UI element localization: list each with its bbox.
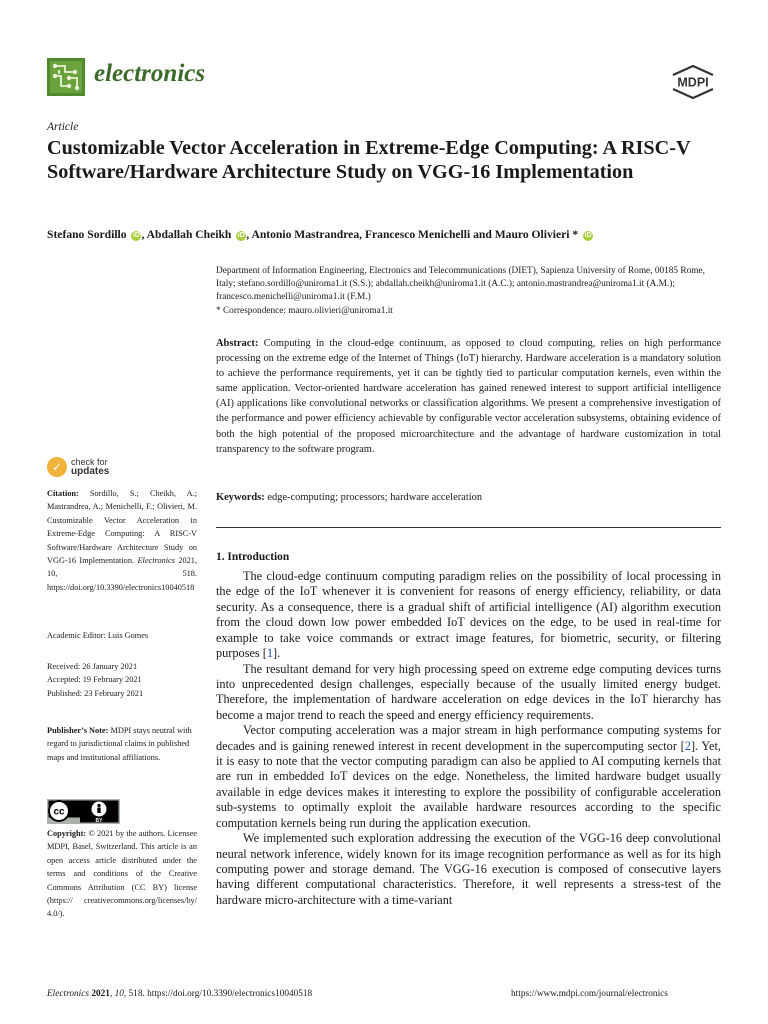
author-name: Stefano Sordillo (47, 228, 127, 241)
received-date: Received: 26 January 2021 (47, 662, 138, 671)
mdpi-logo (667, 65, 719, 99)
section-heading: 1. Introduction (216, 551, 290, 563)
svg-text:cc: cc (53, 806, 65, 818)
abstract (216, 336, 721, 457)
keywords-label: Keywords: (216, 492, 265, 503)
footer-year: 2021 (91, 989, 110, 999)
copyright-label: Copyright: (47, 829, 87, 838)
footer-volume: 10 (114, 989, 124, 999)
journal-name: electronics (94, 60, 206, 87)
publisher-note-label: Publisher’s Note: (47, 726, 109, 735)
author-name: Francesco Menichelli (364, 228, 471, 241)
abstract-text: Computing in the cloud-edge continuum, as opposed to cloud computing, relies on high performance processing on the extreme edge of the Internet of Things (IoT) hierarchy. Hardware acceleration is a mandatory solution to achieve the performance requirements, yet it can be tightly tied to particular computation kernels, even within the same application. Vector-oriented hardware acceleration has gained renewed interest to support artificial intelligence (AI) applications like convolutional networks or classification algorithms. We present a comprehensive investigation of the performance and power efficiency achievable by configurable vector acceleration subsystems, obtaining evidence of both the high potential of the proposed microarchitecture and the advantage of hardware customization in total transparency to the software program. (216, 338, 722, 455)
citation-label: Citation: (47, 489, 79, 498)
paragraph: The resultant demand for very high processing speed on extreme edge computing devices turns into unprecedented design challenges, especially because of the usually limited energy budget. Therefore, the implementation of hardware acceleration on edge devices in the IoT hierarchy has become a major trend to reach the speed and energy efficiency requirements. (216, 661, 721, 722)
section-divider (216, 527, 721, 528)
check-updates-label: check for (71, 457, 108, 467)
orcid-icon[interactable]: iD (132, 232, 140, 239)
published-date: Published: 23 February 2021 (47, 688, 144, 698)
paragraph: The cloud-edge continuum computing paradigm relies on the possibility of local processing in the edge of the IoT whenever it is convenient for reasons of energy efficiency, reliability, or data security. As a consequence, there is a gradual shift of artificial intelligence (AI) algorithm execution from the cloud down low power embedded IoT devices on the edge, to be used in real-time for example to take voice commands or extract image features, for biometric, security, or filtering purposes [1]. (216, 569, 721, 661)
check-for-updates-button[interactable] (47, 457, 137, 481)
author-name: Antonio Mastrandrea (251, 228, 360, 241)
keywords-text: edge-computing; processors; hardware acceleration (267, 492, 483, 503)
footer-journal: Electronics (47, 989, 89, 999)
publisher-name: MDPI (677, 75, 709, 90)
paragraph: Vector computing acceleration was a major stream in high performance computing systems for decades and is gaining renewed interest in recent development in the supercomputing sector [2]. Yet, it is easy to note that the vector computing paradigm can also be applied to AI computing kernels that are run in embedded IoT devices on the edge. Nonetheless, the limited hardware budget usually available in edge devices makes it interesting to explore the possibility of configurable acceleration sub-systems to optimally exploit the available hardware resources according to the specific computation kernels being run during the application execution. (216, 723, 722, 830)
footer-doi[interactable]: , 518. https://doi.org/10.3390/electronics10040518 (123, 989, 313, 999)
body-text (216, 569, 721, 908)
reference-link[interactable]: 2 (684, 738, 691, 753)
cc-badge-text: BY (95, 818, 103, 824)
cc-by-license-icon[interactable] (47, 799, 120, 824)
journal-url[interactable]: https://www.mdpi.com/journal/electronics (511, 989, 668, 999)
affiliation: Department of Information Engineering, Electronics and Telecommunications (DIET), Sapienza University of Rome, 00185 Rome, Italy; stefano.sordillo@uniroma1.it (S.S.); abdallah.cheikh@uniroma1.it (A.C.); antonio.mastrandrea@uniroma1.it (A.M.); francesco.menichelli@uniroma1.it (F.M.) (216, 266, 705, 302)
check-updates-label-bold: updates (71, 466, 110, 477)
checkmark-icon: ✓ (47, 457, 67, 477)
accepted-date: Accepted: 19 February 2021 (47, 675, 142, 685)
footer-citation: Electronics 2021, 10, 518. https://doi.org/10.3390/electronics10040518 (47, 989, 313, 999)
academic-editor: Academic Editor: Luis Gomes (47, 631, 149, 640)
publisher-note-text: MDPI stays neutral with regard to jurisdictional claims in published maps and institutional affiliations. (47, 726, 192, 762)
citation-journal: Electronics (137, 556, 175, 566)
author-list: Stefano Sordillo iD , Abdallah Cheikh iD , Antonio Mastrandrea, Francesco Menichelli and Mauro Olivieri * iD (47, 228, 592, 241)
article-type: Article (47, 121, 79, 133)
citation-block (47, 487, 197, 594)
publication-dates (47, 660, 197, 700)
correspondence: * Correspondence: mauro.olivieri@uniroma1.it (216, 306, 393, 316)
reference-link[interactable]: 1 (266, 646, 274, 661)
author-name: Abdallah Cheikh (146, 228, 232, 241)
orcid-icon[interactable]: iD (584, 232, 592, 239)
citation-doi[interactable]: 2021, 10, 518. https://doi.org/10.3390/electronics10040518 (47, 556, 198, 592)
orcid-icon[interactable]: iD (237, 232, 245, 239)
paragraph: We implemented such exploration addressing the execution of the VGG-16 deep convolutional neural network inference, widely known for its image recognition performance as well as for its high computing power and storage demand. The VGG-16 execution is composed of consecutive layers having different computational characteristics. Therefore, it well represents a stress-test of the hardware micro-architecture with a time-variant (216, 831, 721, 907)
copyright-notice (47, 827, 197, 921)
publisher-note (47, 724, 197, 764)
keywords (216, 492, 721, 503)
abstract-label: Abstract: (216, 338, 259, 349)
citation-text: Sordillo, S.; Cheikh, A.; Mastrandrea, A.; Menichelli, F.; Olivieri, M. Customizable Vector Acceleration in Extreme-Edge Computing: A RISC-V Software/Hardware Architecture Study on VGG-16 Implementation. (47, 489, 197, 566)
article-title: Customizable Vector Acceleration in Extreme-Edge Computing: A RISC-V Software/Hardware Architecture Study on VGG-16 Implementation (47, 137, 691, 183)
circuit-board-icon (47, 58, 85, 96)
copyright-text: © 2021 by the authors. Licensee MDPI, Basel, Switzerland. This article is an open access article distributed under the terms and conditions of the Creative Commons Attribution (CC BY) license (https:// creativecommons.org/licenses/by/ 4.0/). (47, 829, 197, 919)
author-name: Mauro Olivieri * (494, 228, 579, 241)
